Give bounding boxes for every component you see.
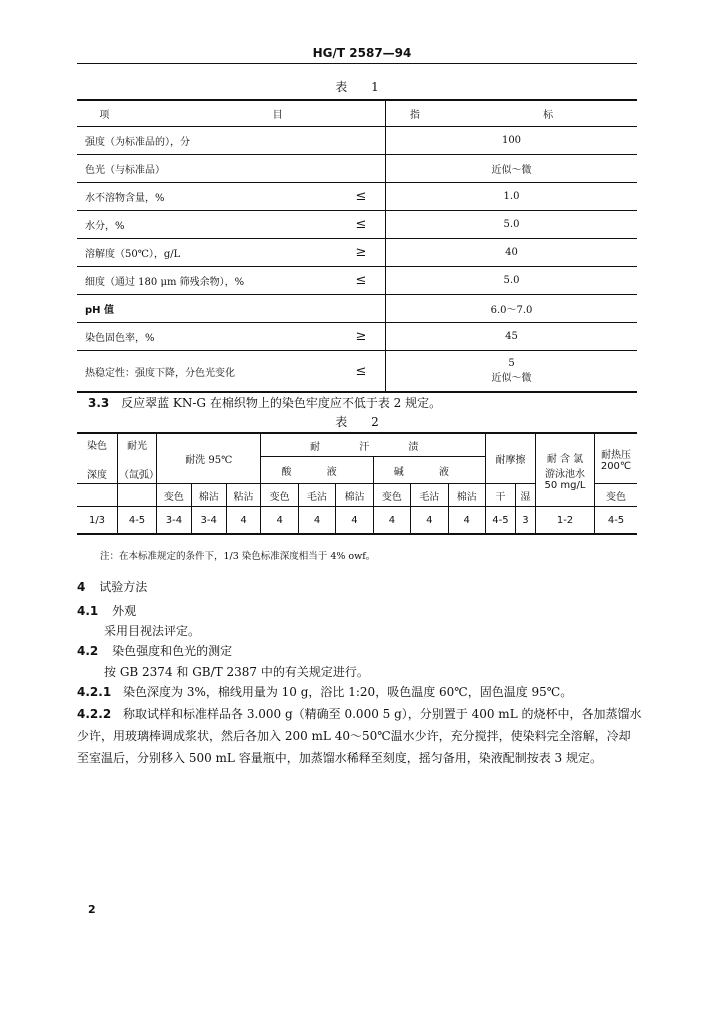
table2-cell: 3 [515,507,535,535]
table1-sym [337,295,386,323]
table2 [77,432,637,535]
table1-sym: ≥ [337,323,386,351]
header-text: 耐 含 氯 [546,453,584,465]
table1-val: 1.0 [386,183,638,211]
table1-item: 染色固色率，% [77,323,337,351]
table2-cell: 1-2 [536,507,595,535]
section-text: 反应翠蓝 KN-G 在棉织物上的染色牢度应不低于表 2 规定。 [121,396,442,410]
paragraph-line: 少许，用玻璃棒调成浆状，然后各加入 200 mL 40～50℃温水少许，充分搅拌，使染料完全溶解，冷却 [77,729,631,743]
table2-col-rub: 耐摩擦 [485,433,535,484]
table2-sub: 毛沾 [411,484,448,507]
table1-val: 40 [386,239,638,267]
table2-col-acid: 酸 液 [261,457,373,484]
table2-sub: 变色 [157,484,192,507]
table2-cell: 3-4 [191,507,226,535]
table1-val: 近似～微 [386,155,638,183]
table2-caption: 表 2 [335,415,389,429]
table1-val: 45 [386,323,638,351]
table2-sub: 毛沾 [298,484,335,507]
table1-sym: ≤ [337,211,386,239]
section-4-1-text: 采用目视法评定。 [104,624,201,638]
section-4-2-2 [77,703,643,769]
table1-val: 100 [386,127,638,155]
table1-val: 5 [508,358,515,369]
table2-cell: 4-5 [595,507,638,535]
table2-cell: 4 [373,507,410,535]
table1-val: 5.0 [386,211,638,239]
table2-cell: 4 [298,507,335,535]
paragraph-text: 称取试样和标准样品各 3.000 g（精确至 0.000 5 g），分别置于 400 mL 的烧杯中，各加蒸馏水 [123,707,642,721]
table2-col-chlorine [536,433,595,507]
table1-item: 溶解度（50℃），g/L [77,239,337,267]
section-4-2-text: 按 GB 2374 和 GB/T 2387 中的有关规定进行。 [104,665,369,679]
table2-cell: 3-4 [157,507,192,535]
table2-sub: 干 [485,484,515,507]
table2-sub: 棉沾 [336,484,373,507]
table2-col-wash: 耐洗 95℃ [157,433,261,484]
header-text: 50 mg/L [544,479,586,491]
table-row [77,295,637,323]
table2-cell: 4 [448,507,485,535]
table2-col-depth [77,433,118,484]
table1-item: 水不溶物含量，% [77,183,337,211]
paragraph-line [77,703,643,725]
header-text: 耐热压 [601,449,631,461]
table2-col-light [118,433,157,484]
table1-sym [337,155,386,183]
table1-item: pH 值 [77,295,337,323]
section-3-3 [88,392,648,414]
table1-item: 热稳定性：强度下降，分色光变化 [77,351,337,393]
table-row [77,267,637,295]
table1-val-2: 近似～微 [491,373,532,384]
table-row [77,323,637,351]
section-number: 4.2 [77,644,99,658]
section-4-1-heading [77,600,136,622]
table2-header-row-1 [77,433,637,457]
table2-sub: 粘沾 [226,484,261,507]
section-number: 4.1 [77,604,99,618]
table1-sym: ≤ [337,267,386,295]
table2-col-hotpress [595,433,638,484]
header-text: 游泳池水 [545,468,585,480]
table1-header-row [77,100,637,127]
table2-cell: 4 [411,507,448,535]
table2-cell: 4-5 [118,507,157,535]
table2-sub: 变色 [261,484,298,507]
table2-col-sweat: 耐 汗 渍 [261,433,486,457]
standard-number-header: HG/T 2587—94 [312,46,412,60]
table-row [77,183,637,211]
section-number: 4.2.1 [77,685,112,699]
section-text: 染色深度为 3%，棉线用量为 10 g，浴比 1:20，吸色温度 60℃，固色温度 95℃。 [123,685,573,699]
header-text: 深度 [87,469,107,481]
table1-caption: 表 1 [335,80,389,94]
table2-cell: 4 [261,507,298,535]
table1-sym [337,127,386,155]
table1-item: 水分，% [77,211,337,239]
table2-cell: 4-5 [485,507,515,535]
table-row [77,351,637,393]
table2-light-cont [118,484,157,507]
table1-sym: ≤ [337,351,386,393]
header-text: （氙弧） [119,469,159,481]
paragraph-line: 至室温后，分别移入 500 mL 容量瓶中，加蒸馏水稀释至刻度，摇匀备用，染液配制按表 3 规定。 [77,751,602,765]
table2-cell: 1/3 [77,507,118,535]
header-rule [77,63,637,64]
table2-col-alkali: 碱 液 [373,457,485,484]
table-row [77,211,637,239]
table2-sub: 变色 [595,484,638,507]
table2-sub: 变色 [373,484,410,507]
section-number: 3.3 [88,396,110,410]
section-4-2-heading [77,640,232,662]
section-4-heading [77,576,147,598]
table1-val-multi [386,351,638,393]
table2-cell: 4 [226,507,261,535]
table2-cell: 4 [336,507,373,535]
table1 [77,99,637,393]
section-number: 4 [77,580,86,594]
table1-col-spec: 指 标 [386,100,638,127]
section-title: 染色强度和色光的测定 [112,644,233,658]
table-row [77,239,637,267]
table1-item: 强度（为标准品的），分 [77,127,337,155]
table2-sub: 湿 [515,484,535,507]
section-4-2-1 [77,681,643,703]
header-text: 耐光 [127,440,147,452]
table1-val: 5.0 [386,267,638,295]
section-title: 外观 [112,604,137,618]
table1-sym: ≤ [337,183,386,211]
table1-item: 色光（与标准品） [77,155,337,183]
table2-sub: 棉沾 [191,484,226,507]
page-number: 2 [88,903,96,916]
header-text: 200℃ [600,460,632,472]
header-text: 染色 [87,440,107,452]
table-row [77,507,637,535]
table1-col-item: 项 目 [77,100,386,127]
section-number: 4.2.2 [77,707,112,721]
table2-note: 注：在本标准规定的条件下，1/3 染色标准深度相当于 4% owf。 [100,551,376,562]
section-title: 试验方法 [99,580,148,594]
table1-sym: ≥ [337,239,386,267]
table1-item: 细度（通过 180 μm 筛残余物），% [77,267,337,295]
table2-sub: 棉沾 [448,484,485,507]
table-row [77,155,637,183]
table-row [77,127,637,155]
table1-val: 6.0～7.0 [386,295,638,323]
table2-depth-cont [77,484,118,507]
